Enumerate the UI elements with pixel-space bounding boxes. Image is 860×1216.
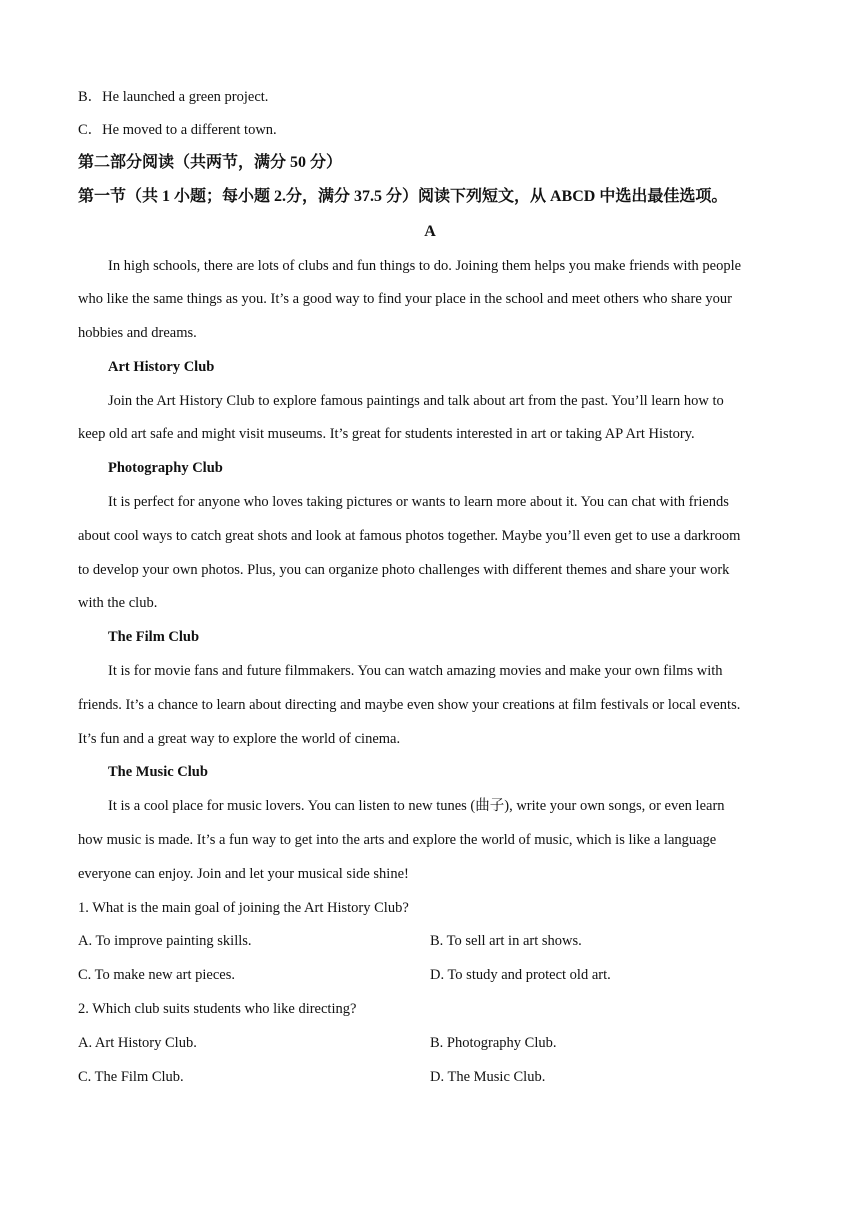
club-text-line: friends. It’s a chance to learn about directing and maybe even show your creations at film festivals or local events. [78,697,741,713]
intro-line: who like the same things as you. It’s a good way to find your place in the school and meet others who share your [78,291,732,307]
carryover-option-c: C．He moved to a different town. [78,122,277,138]
club-text-line: It is for movie fans and future filmmakers. You can watch amazing movies and make your own films with [108,663,723,679]
answer-option: C. The Film Club. [78,1069,184,1085]
answer-option: B. To sell art in art shows. [430,933,582,949]
club-text-line: It is a cool place for music lovers. You can listen to new tunes (曲子), write your own songs, or even learn [108,798,725,814]
club-heading-film: The Film Club [108,629,200,645]
subsection-title: 第一节（共 1 小题；每小题 2.分，满分 37.5 分）阅读下列短文，从 ABCD 中选出最佳选项。 [78,188,728,205]
intro-line: In high schools, there are lots of clubs and fun things to do. Joining them helps you make friends with people [108,258,742,274]
club-text-line: keep old art safe and might visit museums. It’s great for students interested in art or taking AP Art History. [78,426,695,442]
answer-option: D. The Music Club. [430,1069,546,1085]
club-heading-music: The Music Club [108,764,208,780]
club-heading-photography: Photography Club [108,460,223,476]
club-text-line: about cool ways to catch great shots and look at famous photos together. Maybe you’ll even get to use a darkroom [78,528,741,544]
club-text-line: It is perfect for anyone who loves taking pictures or wants to learn more about it. You can chat with friends [108,494,729,510]
answer-option: A. To improve painting skills. [78,933,252,949]
question-stem: 2. Which club suits students who like directing? [78,1001,357,1017]
club-text-line: with the club. [78,595,158,611]
answer-option: D. To study and protect old art. [430,967,611,983]
intro-line: hobbies and dreams. [78,325,197,341]
answer-option: C. To make new art pieces. [78,967,235,983]
answer-option: B. Photography Club. [430,1035,557,1051]
passage-label: A [424,223,436,240]
club-text-line: to develop your own photos. Plus, you can organize photo challenges with different themes and share your work [78,562,730,578]
club-text-line: everyone can enjoy. Join and let your musical side shine! [78,866,409,882]
club-text-line: how music is made. It’s a fun way to get into the arts and explore the world of music, which is like a language [78,832,717,848]
club-text-line: Join the Art History Club to explore famous paintings and talk about art from the past. You’ll learn how to [108,393,724,409]
part-title: 第二部分阅读（共两节，满分 50 分） [78,154,343,171]
answer-option: A. Art History Club. [78,1035,197,1051]
club-text-line: It’s fun and a great way to explore the world of cinema. [78,731,401,747]
carryover-option-b: B．He launched a green project. [78,89,269,105]
question-stem: 1. What is the main goal of joining the Art History Club? [78,900,409,916]
club-heading-art-history: Art History Club [108,359,215,375]
